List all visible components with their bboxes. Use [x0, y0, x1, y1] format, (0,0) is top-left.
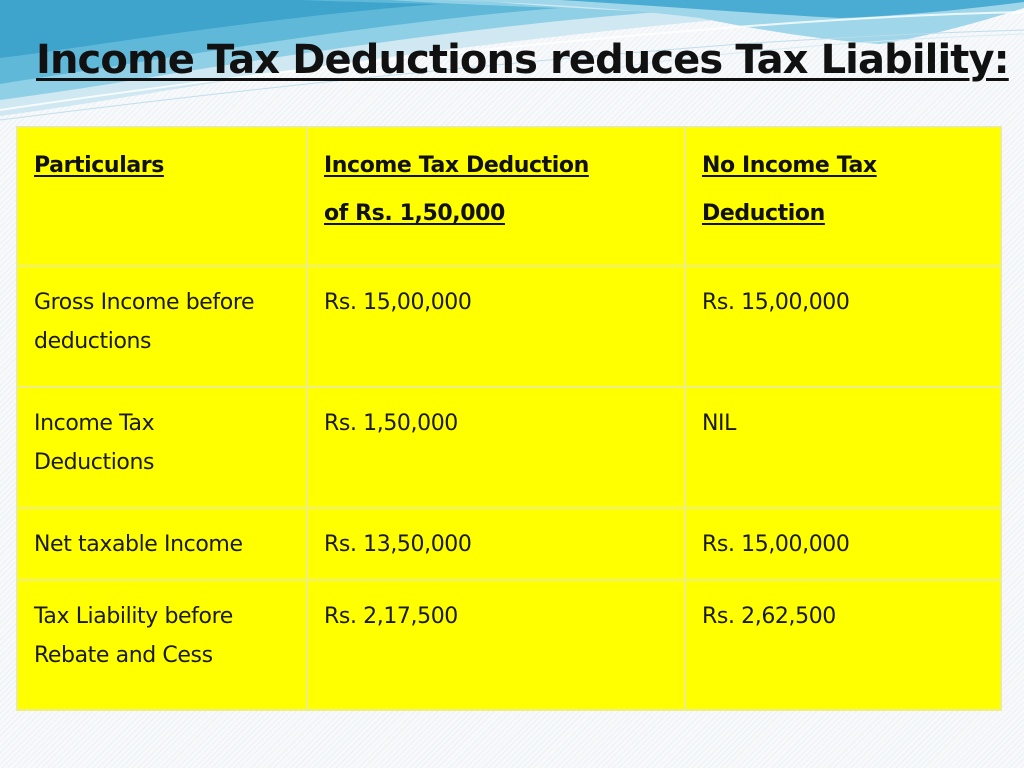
header-line: of Rs. 1,50,000: [324, 201, 505, 226]
table-row: [17, 387, 1001, 508]
no-deduction-cell: [685, 387, 1001, 508]
header-line: Particulars: [34, 153, 164, 178]
cell-line: Tax Liability before: [34, 604, 233, 629]
header-line: No Income Tax: [702, 153, 877, 178]
particulars-cell: [17, 387, 307, 508]
table-header-row: [17, 127, 1001, 266]
header-line: Income Tax Deduction: [324, 153, 589, 178]
table-row: [17, 580, 1001, 710]
no-deduction-cell: [685, 266, 1001, 387]
cell-value: Rs. 2,62,500: [702, 604, 836, 629]
slide-title: Income Tax Deductions reduces Tax Liability:: [36, 37, 1009, 83]
header-particulars: [17, 127, 307, 266]
no-deduction-cell: [685, 508, 1001, 580]
cell-value: Rs. 13,50,000: [324, 532, 472, 557]
header-no-deduction: [685, 127, 1001, 266]
cell-line: Net taxable Income: [34, 532, 243, 557]
header-line: Deduction: [702, 201, 825, 226]
cell-line: Income Tax: [34, 411, 155, 436]
with-deduction-cell: [307, 508, 685, 580]
comparison-table: [16, 126, 1002, 711]
cell-line: deductions: [34, 329, 152, 354]
with-deduction-cell: [307, 266, 685, 387]
particulars-cell: [17, 508, 307, 580]
cell-value: NIL: [702, 411, 737, 436]
cell-line: Deductions: [34, 450, 155, 475]
cell-value: Rs. 2,17,500: [324, 604, 458, 629]
cell-value: Rs. 15,00,000: [702, 290, 850, 315]
cell-value: Rs. 15,00,000: [702, 532, 850, 557]
particulars-cell: [17, 266, 307, 387]
cell-value: Rs. 15,00,000: [324, 290, 472, 315]
particulars-cell: [17, 580, 307, 710]
with-deduction-cell: [307, 387, 685, 508]
no-deduction-cell: [685, 580, 1001, 710]
with-deduction-cell: [307, 580, 685, 710]
cell-line: Gross Income before: [34, 290, 255, 315]
header-with-deduction: [307, 127, 685, 266]
cell-line: Rebate and Cess: [34, 643, 213, 668]
table-row: [17, 508, 1001, 580]
table-row: [17, 266, 1001, 387]
cell-value: Rs. 1,50,000: [324, 411, 458, 436]
